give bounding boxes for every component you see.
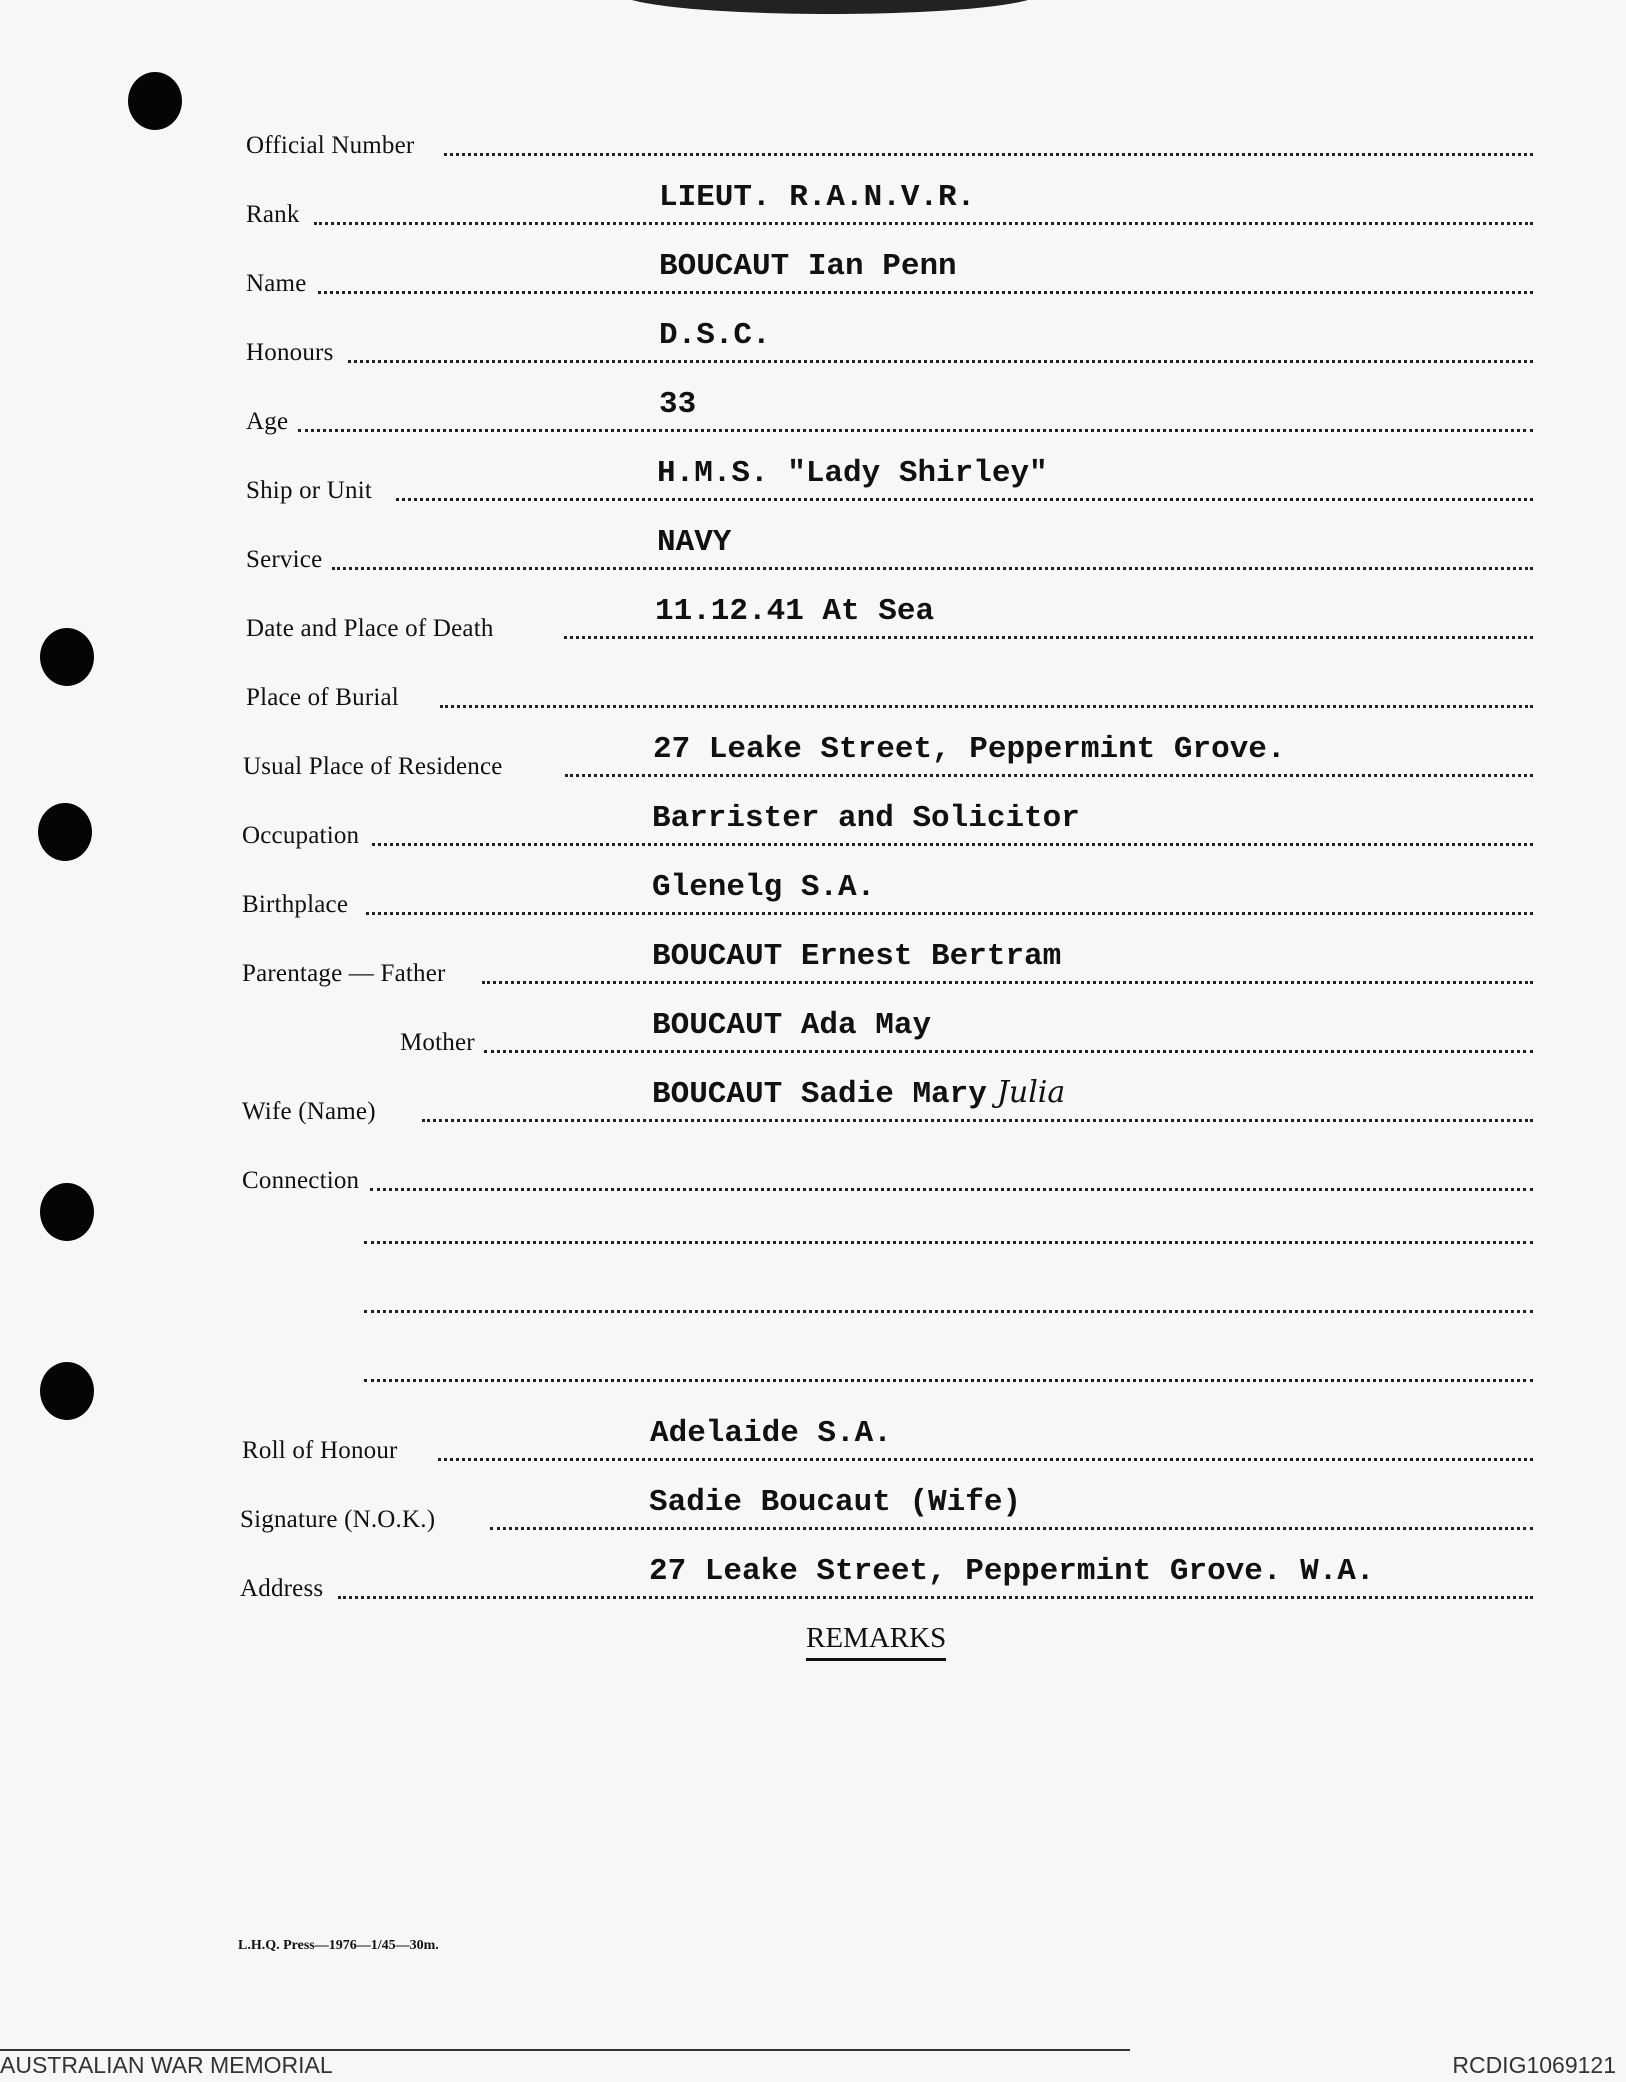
- field-value: BOUCAUT Ernest Bertram: [652, 939, 1062, 974]
- archive-credit: AUSTRALIAN WAR MEMORIAL: [0, 2052, 333, 2078]
- field-value: LIEUT. R.A.N.V.R.: [659, 180, 976, 215]
- field-value: H.M.S. "Lady Shirley": [657, 456, 1048, 491]
- field-label: Honours: [246, 339, 334, 366]
- field-occupation: [242, 801, 1533, 852]
- dotted-line: [438, 1458, 1533, 1461]
- dotted-line: [372, 843, 1533, 846]
- field-label: Official Number: [246, 132, 415, 159]
- dotted-line: [565, 774, 1533, 777]
- field-value: BOUCAUT Ada May: [652, 1008, 932, 1043]
- field-value: 27 Leake Street, Peppermint Grove. W.A.: [649, 1554, 1375, 1589]
- field-label: Roll of Honour: [242, 1437, 398, 1464]
- field-label: Usual Place of Residence: [243, 753, 503, 780]
- blank-line: [364, 1241, 1533, 1244]
- field-label: Mother: [400, 1029, 475, 1056]
- dotted-line: [490, 1527, 1533, 1530]
- field-value: 27 Leake Street, Peppermint Grove.: [653, 732, 1286, 767]
- field-age: [246, 387, 1533, 438]
- dotted-line: [348, 360, 1533, 363]
- dotted-line: [338, 1596, 1533, 1599]
- field-value: 11.12.41 At Sea: [655, 594, 935, 629]
- field-official-number: [246, 122, 1533, 162]
- field-value: BOUCAUT Ian Penn: [659, 249, 957, 284]
- field-label: Place of Burial: [246, 684, 399, 711]
- field-honours: [246, 318, 1533, 369]
- field-date-place-of-death: [246, 594, 1533, 645]
- dotted-line: [396, 498, 1533, 501]
- field-label: Signature (N.O.K.): [240, 1506, 436, 1533]
- field-wife: [242, 1075, 1533, 1128]
- print-note: L.H.Q. Press—1976—1/45—30m.: [238, 1938, 439, 1953]
- dotted-line: [444, 153, 1533, 156]
- field-value: D.S.C.: [659, 318, 771, 353]
- field-service: [246, 525, 1533, 576]
- field-connection: [242, 1157, 1533, 1197]
- field-value: Glenelg S.A.: [652, 870, 876, 905]
- field-rank: [246, 180, 1533, 231]
- dotted-line: [440, 705, 1533, 708]
- field-value: Sadie Boucaut (Wife): [649, 1485, 1022, 1520]
- blank-line: [364, 1379, 1533, 1382]
- blank-line: [364, 1310, 1533, 1313]
- field-label: Connection: [242, 1167, 360, 1194]
- punch-hole: [128, 72, 182, 130]
- field-name: [246, 249, 1533, 300]
- field-father: [242, 939, 1533, 990]
- field-label: Parentage — Father: [242, 960, 446, 987]
- field-birthplace: [242, 870, 1533, 921]
- punch-hole: [38, 803, 92, 861]
- field-roll-of-honour: [242, 1416, 1533, 1467]
- dotted-line: [314, 222, 1533, 225]
- field-label: Address: [240, 1575, 324, 1602]
- dotted-line: [298, 429, 1533, 432]
- field-label: Occupation: [242, 822, 360, 849]
- top-smudge: [620, 0, 1040, 14]
- field-value: 33: [659, 387, 697, 422]
- wife-typed-name: BOUCAUT Sadie Mary: [652, 1077, 987, 1112]
- punch-hole: [40, 1362, 94, 1420]
- field-mother: [400, 1008, 1533, 1059]
- field-label: Birthplace: [242, 891, 349, 918]
- field-value: Adelaide S.A.: [650, 1416, 892, 1451]
- handwritten-annotation: Julia: [996, 1075, 1066, 1110]
- dotted-line: [366, 912, 1533, 915]
- dotted-line: [564, 636, 1533, 639]
- field-value: Barrister and Solicitor: [652, 801, 1080, 836]
- dotted-line: [484, 1050, 1533, 1053]
- field-usual-residence: [243, 732, 1533, 783]
- dotted-line: [482, 981, 1533, 984]
- punch-hole: [40, 628, 94, 686]
- field-label: Name: [246, 270, 307, 297]
- field-signature: [240, 1485, 1533, 1536]
- field-label: Ship or Unit: [246, 477, 373, 504]
- remarks-heading: REMARKS: [806, 1622, 946, 1661]
- field-place-of-burial: [246, 674, 1533, 714]
- field-value: [652, 1075, 1065, 1112]
- archive-id: RCDIG1069121: [1452, 2052, 1616, 2078]
- dotted-line: [318, 291, 1533, 294]
- field-label: Date and Place of Death: [246, 615, 494, 642]
- punch-hole: [40, 1183, 94, 1241]
- field-label: Wife (Name): [242, 1098, 376, 1125]
- dotted-line: [332, 567, 1533, 570]
- field-address: [240, 1554, 1533, 1605]
- field-label: Service: [246, 546, 323, 573]
- dotted-line: [370, 1188, 1533, 1191]
- field-ship-or-unit: [246, 456, 1533, 507]
- dotted-line: [422, 1119, 1533, 1122]
- field-label: Rank: [246, 201, 300, 228]
- field-label: Age: [246, 408, 289, 435]
- field-value: NAVY: [657, 525, 732, 560]
- footer-divider: [0, 2049, 1130, 2051]
